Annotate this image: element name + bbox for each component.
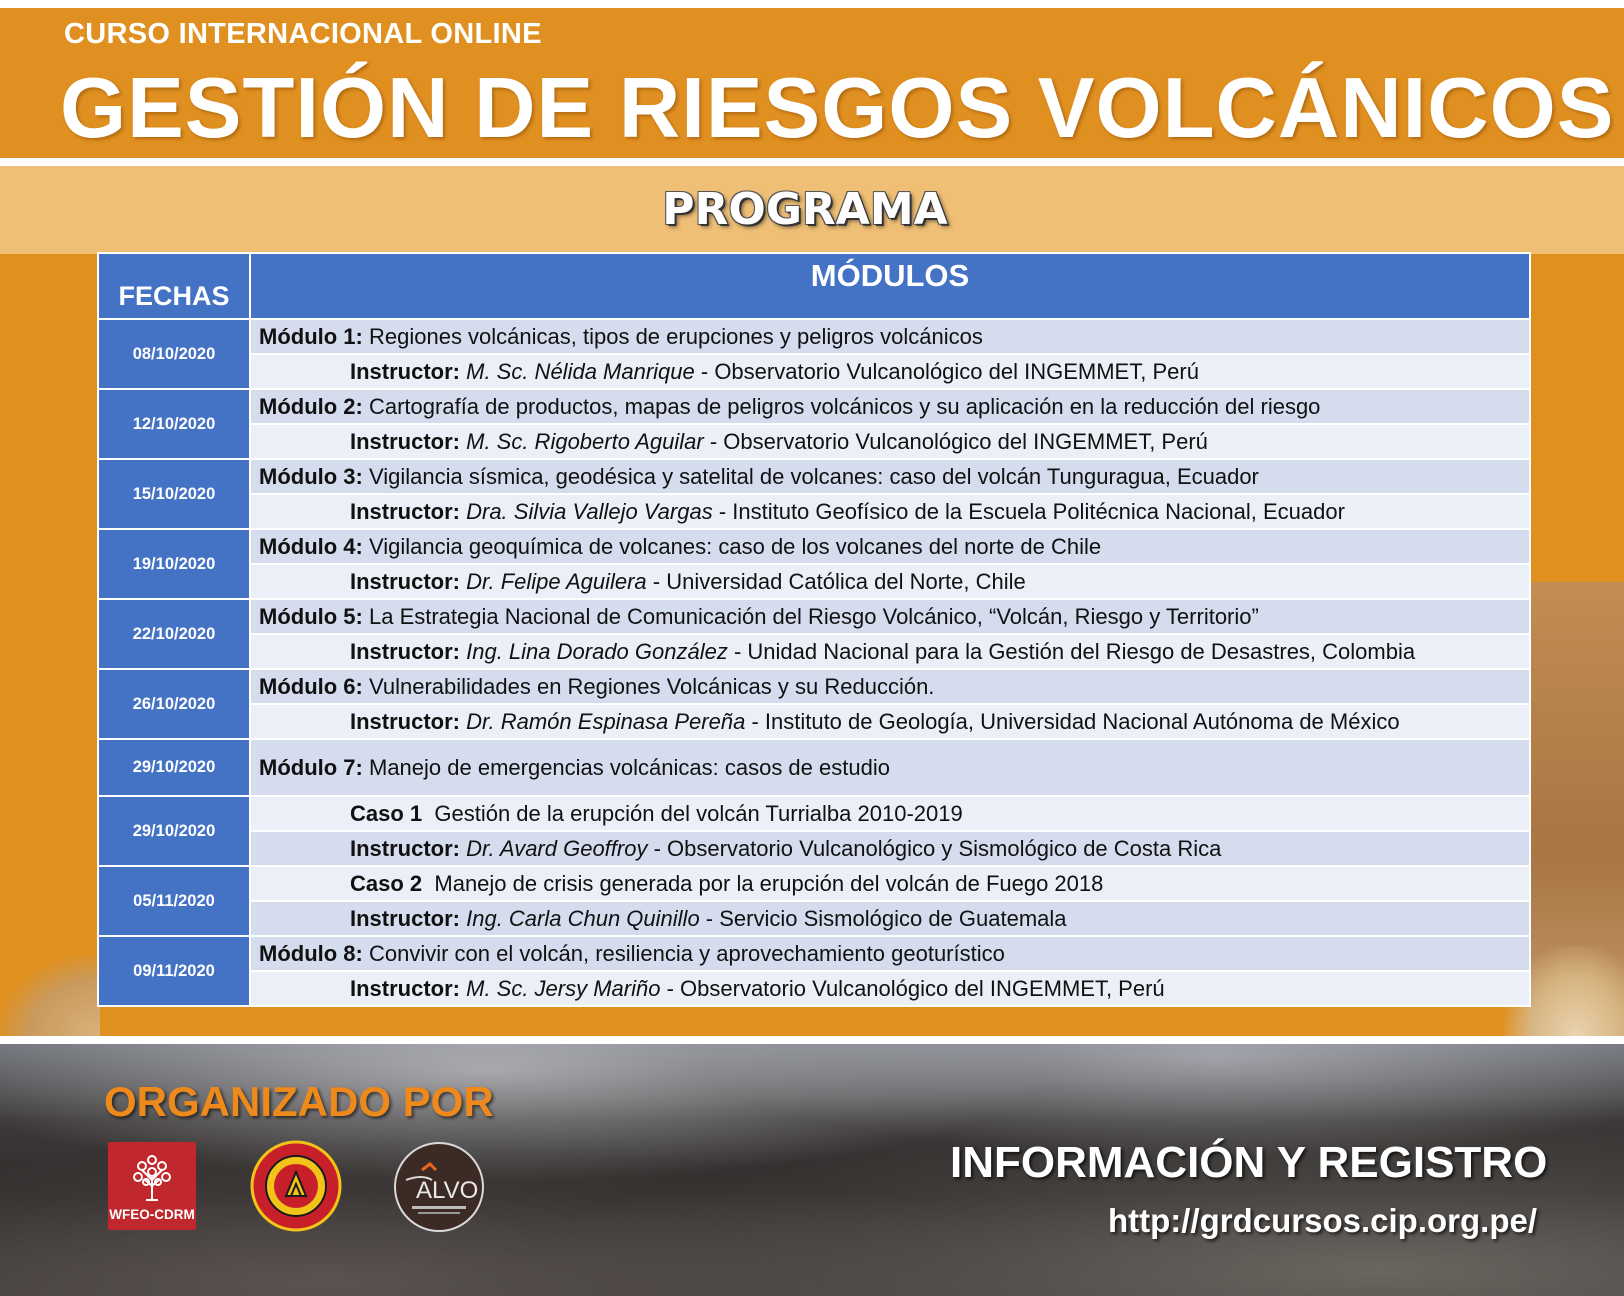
table-row xyxy=(98,669,1530,704)
table-row xyxy=(98,739,1530,796)
instructor-name: M. Sc. Nélida Manrique xyxy=(460,358,695,384)
instructor-name: Dr. Ramón Espinasa Pereña xyxy=(460,708,746,734)
module-label: Módulo 7: xyxy=(259,754,363,780)
instructor-label: Instructor: xyxy=(350,708,460,734)
instructor-cell xyxy=(250,354,1530,389)
instructor-label: Instructor: xyxy=(350,428,460,454)
header-banner xyxy=(0,8,1624,158)
date-cell: 29/10/2020 xyxy=(98,739,250,796)
instructor-org: - Observatorio Vulcanológico y Sismológico de Costa Rica xyxy=(647,835,1222,861)
instructor-cell xyxy=(250,704,1530,739)
header-dates: FECHAS xyxy=(98,253,250,319)
module-label: Módulo 4: xyxy=(259,533,363,559)
table-row xyxy=(98,319,1530,354)
schedule-table xyxy=(97,252,1531,1007)
module-label: Módulo 2: xyxy=(259,393,363,419)
date-cell: 05/11/2020 xyxy=(98,866,250,936)
program-area xyxy=(0,166,1624,1036)
module-title: Cartografía de productos, mapas de peligros volcánicos y su aplicación en la reducción del riesgo xyxy=(362,393,1321,419)
module-cell xyxy=(250,936,1530,971)
instructor-label: Instructor: xyxy=(350,568,460,594)
table-row xyxy=(98,599,1530,634)
table-row xyxy=(98,494,1530,529)
instructor-label: Instructor: xyxy=(350,498,460,524)
module-title: Vulnerabilidades en Regiones Volcánicas y su Reducción. xyxy=(362,673,935,699)
info-registration-heading: INFORMACIÓN Y REGISTRO xyxy=(950,1138,1548,1187)
date-cell: 22/10/2020 xyxy=(98,599,250,669)
table-row xyxy=(98,354,1530,389)
table-header-row xyxy=(98,253,1530,319)
section-title: PROGRAMA xyxy=(662,184,948,235)
instructor-name: Dr. Avard Geoffroy xyxy=(460,835,648,861)
case-title: Gestión de la erupción del volcán Turrialba 2010-2019 xyxy=(422,800,963,826)
module-cell xyxy=(250,599,1530,634)
date-cell: 15/10/2020 xyxy=(98,459,250,529)
instructor-org: - Instituto Geofísico de la Escuela Politécnica Nacional, Ecuador xyxy=(712,498,1345,524)
case-label: Caso 1 xyxy=(350,800,423,826)
organized-by-heading: ORGANIZADO POR xyxy=(104,1078,494,1125)
header-modules: MÓDULOS xyxy=(250,253,1530,319)
instructor-org: - Instituto de Geología, Universidad Nacional Autónoma de México xyxy=(745,708,1400,734)
cip-seal-icon xyxy=(250,1140,342,1232)
instructor-name: Dr. Felipe Aguilera xyxy=(460,568,647,594)
table-row xyxy=(98,704,1530,739)
module-label: Módulo 1: xyxy=(259,323,363,349)
instructor-name: M. Sc. Rigoberto Aguilar xyxy=(460,428,704,454)
course-title: GESTIÓN DE RIESGOS VOLCÁNICOS xyxy=(60,61,1615,156)
date-cell: 09/11/2020 xyxy=(98,936,250,1006)
module-title: Manejo de emergencias volcánicas: casos de estudio xyxy=(362,754,890,780)
alvo-volcano-icon xyxy=(392,1140,486,1234)
wfeo-cdrm-label: WFEO-CDRM xyxy=(109,1207,195,1222)
module-cell xyxy=(250,669,1530,704)
date-cell: 29/10/2020 xyxy=(98,796,250,866)
instructor-cell xyxy=(250,831,1530,866)
table-row xyxy=(98,901,1530,936)
instructor-org: - Observatorio Vulcanológico del INGEMMET, Perú xyxy=(703,428,1208,454)
instructor-cell xyxy=(250,901,1530,936)
module-cell xyxy=(250,796,1530,831)
module-label: Módulo 5: xyxy=(259,603,363,629)
tree-icon xyxy=(132,1150,172,1202)
module-title: Regiones volcánicas, tipos de erupciones y peligros volcánicos xyxy=(362,323,983,349)
date-cell: 12/10/2020 xyxy=(98,389,250,459)
instructor-cell xyxy=(250,564,1530,599)
module-title: La Estrategia Nacional de Comunicación del Riesgo Volcánico, “Volcán, Riesgo y Territorio” xyxy=(362,603,1259,629)
case-label: Caso 2 xyxy=(350,870,423,896)
instructor-name: M. Sc. Jersy Mariño xyxy=(460,975,661,1001)
table-row xyxy=(98,796,1530,831)
instructor-label: Instructor: xyxy=(350,975,460,1001)
table-row xyxy=(98,389,1530,424)
wfeo-cdrm-logo xyxy=(108,1142,196,1230)
table-row xyxy=(98,529,1530,564)
instructor-label: Instructor: xyxy=(350,835,460,861)
date-cell: 19/10/2020 xyxy=(98,529,250,599)
instructor-cell xyxy=(250,494,1530,529)
table-row xyxy=(98,459,1530,494)
module-label: Módulo 8: xyxy=(259,940,363,966)
table-row xyxy=(98,564,1530,599)
date-cell: 26/10/2020 xyxy=(98,669,250,739)
table-row xyxy=(98,971,1530,1006)
course-subtitle: CURSO INTERNACIONAL ONLINE xyxy=(64,18,542,50)
module-cell xyxy=(250,866,1530,901)
table-row xyxy=(98,424,1530,459)
module-cell xyxy=(250,739,1530,796)
registration-url[interactable]: http://grdcursos.cip.org.pe/ xyxy=(1108,1202,1538,1239)
module-title: Convivir con el volcán, resiliencia y aprovechamiento geoturístico xyxy=(362,940,1005,966)
module-cell xyxy=(250,529,1530,564)
instructor-cell xyxy=(250,971,1530,1006)
table-row xyxy=(98,831,1530,866)
instructor-org: - Unidad Nacional para la Gestión del Riesgo de Desastres, Colombia xyxy=(727,638,1416,664)
instructor-label: Instructor: xyxy=(350,905,460,931)
instructor-org: - Servicio Sismológico de Guatemala xyxy=(699,905,1067,931)
table-row xyxy=(98,936,1530,971)
module-cell xyxy=(250,389,1530,424)
module-label: Módulo 3: xyxy=(259,463,363,489)
instructor-label: Instructor: xyxy=(350,358,460,384)
dune-left xyxy=(0,956,100,1036)
instructor-name: Ing. Carla Chun Quinillo xyxy=(460,905,700,931)
instructor-name: Dra. Silvia Vallejo Vargas xyxy=(460,498,713,524)
table-row xyxy=(98,634,1530,669)
instructor-org: - Observatorio Vulcanológico del INGEMMET, Perú xyxy=(660,975,1165,1001)
module-title: Vigilancia geoquímica de volcanes: caso de los volcanes del norte de Chile xyxy=(362,533,1102,559)
date-cell: 08/10/2020 xyxy=(98,319,250,389)
table-row xyxy=(98,866,1530,901)
instructor-org: - Universidad Católica del Norte, Chile xyxy=(646,568,1026,594)
alvo-label: ALVO xyxy=(416,1177,479,1204)
module-title: Vigilancia sísmica, geodésica y satelital de volcanes: caso del volcán Tunguragua, Ecuador xyxy=(362,463,1259,489)
instructor-org: - Observatorio Vulcanológico del INGEMMET, Perú xyxy=(694,358,1199,384)
footer-banner xyxy=(0,1044,1624,1296)
instructor-cell xyxy=(250,424,1530,459)
module-cell xyxy=(250,459,1530,494)
instructor-cell xyxy=(250,634,1530,669)
instructor-name: Ing. Lina Dorado González xyxy=(460,638,728,664)
instructor-label: Instructor: xyxy=(350,638,460,664)
module-cell xyxy=(250,319,1530,354)
module-label: Módulo 6: xyxy=(259,673,363,699)
case-title: Manejo de crisis generada por la erupción del volcán de Fuego 2018 xyxy=(422,870,1104,896)
table-body xyxy=(98,319,1530,1006)
